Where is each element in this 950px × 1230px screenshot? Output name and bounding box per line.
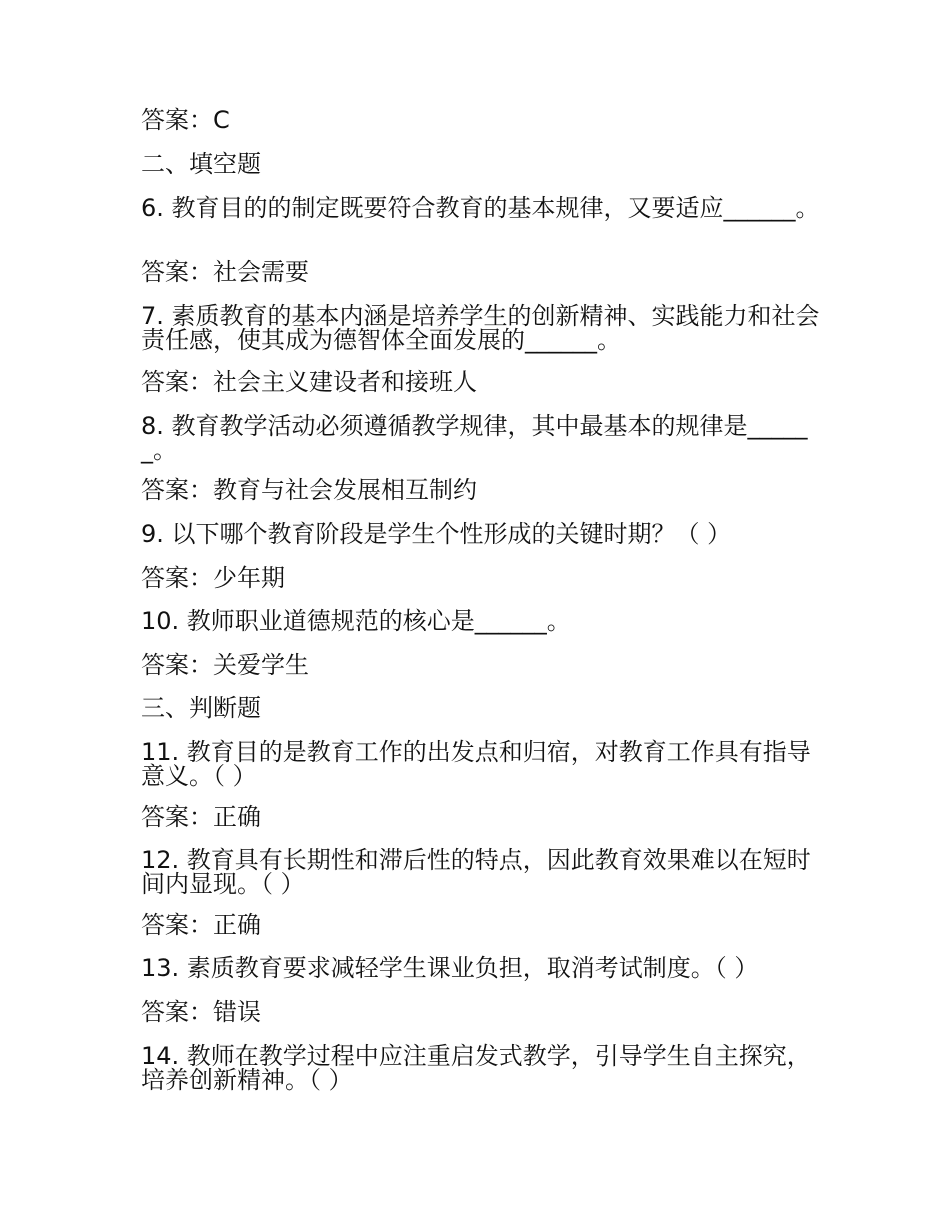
question-6: 6. 教育目的的制定既要符合教育的基本规律，又要适应______。	[141, 194, 820, 222]
answer-line: 答案：错误	[141, 998, 261, 1026]
question-10: 10. 教师职业道德规范的核心是______。	[141, 607, 571, 635]
answer-line: 答案：社会主义建设者和接班人	[141, 368, 477, 396]
question-12: 12. 教育具有长期性和滞后性的特点，因此教育效果难以在短时间内显现。（ ）	[141, 846, 811, 898]
answer-line: 答案：关爱学生	[141, 651, 309, 679]
question-9: 9. 以下哪个教育阶段是学生个性形成的关键时期？（ ）	[141, 520, 732, 548]
question-11: 11. 教育目的是教育工作的出发点和归宿，对教育工作具有指导意义。（ ）	[141, 738, 811, 790]
answer-line: 答案：C	[141, 106, 230, 134]
answer-line: 答案：正确	[141, 803, 261, 831]
question-8: 8. 教育教学活动必须遵循教学规律，其中最基本的规律是______。	[141, 412, 808, 464]
answer-line: 答案：教育与社会发展相互制约	[141, 476, 477, 504]
question-7: 7. 素质教育的基本内涵是培养学生的创新精神、实践能力和社会责任感，使其成为德智体全面发展的______。	[141, 302, 820, 354]
question-13: 13. 素质教育要求减轻学生课业负担，取消考试制度。（ ）	[141, 954, 759, 982]
answer-line: 答案：正确	[141, 911, 261, 939]
section-heading-fill-blank: 二、填空题	[141, 150, 261, 178]
answer-line: 答案：社会需要	[141, 258, 309, 286]
answer-line: 答案：少年期	[141, 564, 285, 592]
question-14: 14. 教师在教学过程中应注重启发式教学，引导学生自主探究，培养创新精神。（ ）	[141, 1042, 811, 1094]
section-heading-true-false: 三、判断题	[141, 694, 261, 722]
